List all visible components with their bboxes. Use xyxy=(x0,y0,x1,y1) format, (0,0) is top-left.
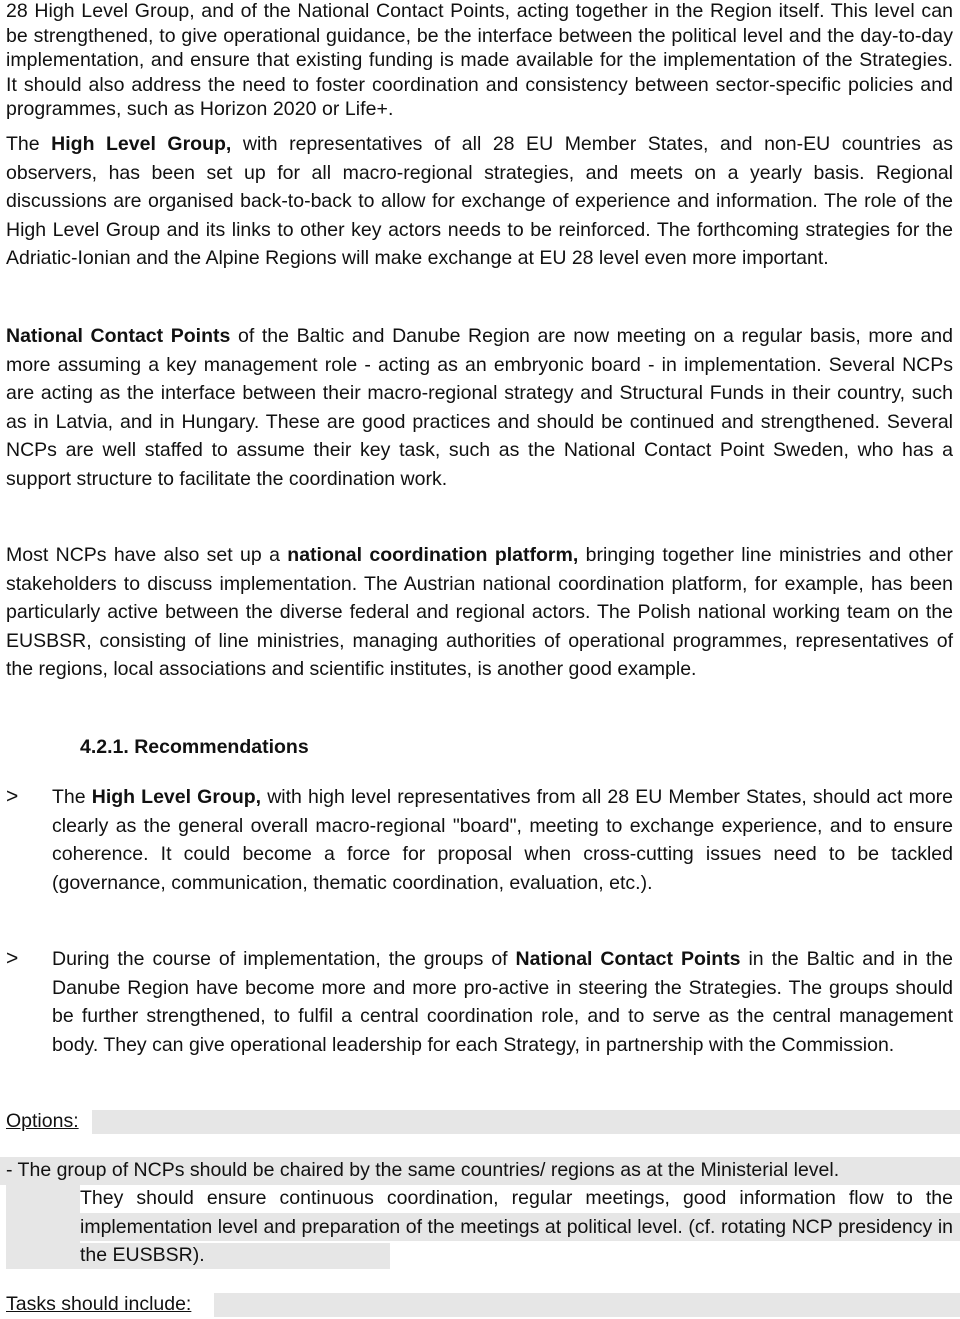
options-highlight-band xyxy=(92,1110,960,1134)
tasks-highlight-band xyxy=(214,1293,960,1317)
hlg-body: with representatives of all 28 EU Member States, and non-EU countries as observers, has been set up for all macro-regional strategies, and meets on a yearly basis. Regional discussions are organised back-to-back to allow for exchange of experience and information. The role of the High Level Group and its links to other key actors needs to be reinforced. The forthcoming strategies for the Adriatic-Ionian and the Alpine Regions will make exchange at EU 28 level even more important. xyxy=(6,133,953,270)
tasks-label: Tasks should include: xyxy=(6,1293,192,1315)
item2-bold-term: National Contact Points xyxy=(515,948,741,970)
item1-bold-term: High Level Group, xyxy=(91,786,262,808)
item1-prefix: The xyxy=(52,786,92,808)
recommendations-heading: 4.2.1. Recommendations xyxy=(80,736,309,758)
item1-body: with high level representatives from all 28 EU Member States, should act more clearly as the general overall macro-regional "board", meeting to exchange experience, and to ensure coherence. It could become a force for proposal when cross-cutting issues need to be tackled (governance, communication, thematic coordination, evaluation, etc.). xyxy=(52,786,953,894)
recommendation-item-2-text xyxy=(52,945,953,1059)
intro-paragraph xyxy=(6,0,953,122)
bullet-arrow-icon: > xyxy=(6,785,19,808)
platform-text xyxy=(6,541,953,684)
platform-body: bringing together line ministries and other stakeholders to discuss implementation. The Austrian national coordination platform, for example, has been particularly active between the diverse federal and regional actors. The Polish national working team on the EUSBSR, consisting of line ministries, managing authorities of operational programmes, representatives of the regions, local associations and scientific institutes, is another good example. xyxy=(6,544,953,681)
ncp-paragraph xyxy=(6,322,953,494)
hlg-prefix: The xyxy=(6,133,52,155)
item2-prefix: During the course of implementation, the groups of xyxy=(52,948,516,970)
bullet-arrow-icon: > xyxy=(6,947,19,970)
platform-paragraph xyxy=(6,541,953,684)
options-line2: They should ensure continuous coordination, regular meetings, good information flow to the implementation level and preparation of the meetings at political level. (cf. rotating NCP presidency in the EUSBSR). xyxy=(80,1187,953,1267)
recommendation-item-2 xyxy=(6,945,953,1059)
options-line1: - The group of NCPs should be chaired by the same countries/ regions as at the Ministerial level. xyxy=(6,1159,840,1181)
intro-text-main: 28 High Level Group, and of the National Contact Points, acting together in the Region itself. This level can be strengthened, to give operational guidance, be the interface between the political level and the day-to-day implementation, and ensure that existing funding is made available for the implementation of the Strategies. xyxy=(6,0,953,71)
hlg-paragraph xyxy=(6,130,953,273)
platform-prefix: Most NCPs have also set up a xyxy=(6,544,288,566)
ncp-body: of the Baltic and Danube Region are now meeting on a regular basis, more and more assuming a key management role - acting as an embryonic board - in implementation. Several NCPs are acting as the interface between their macro-regional strategy and Structural Funds in their country, such as in Latvia, and in Hungary. These are good practices and should be continued and strengthened. Several NCPs are well staffed to assume their key task, such as the National Contact Point Sweden, who has a support structure to facilitate the coordination work. xyxy=(6,325,953,490)
ncp-bold-term: National Contact Points xyxy=(6,325,231,347)
intro-text xyxy=(6,0,953,122)
options-indent-band xyxy=(6,1185,80,1269)
ncp-text xyxy=(6,322,953,494)
options-label: Options: xyxy=(6,1110,79,1132)
intro-text-tail: It should also address the need to foster coordination and consistency between sector-specific policies and programmes, such as Horizon 2020 or Life+. xyxy=(6,73,953,120)
hlg-text xyxy=(6,130,953,273)
hlg-bold-term: High Level Group, xyxy=(51,133,232,155)
item2-body: in the Baltic and in the Danube Region have become more and more pro-active in steering the Strategies. The groups should be further strengthened, to fulfil a central coordination role, and to serve as the central management body. They can give operational leadership for each Strategy, in partnership with the Commission. xyxy=(52,948,953,1056)
recommendation-item-1-text xyxy=(52,783,953,897)
platform-bold-term: national coordination platform, xyxy=(287,544,579,566)
recommendation-item-1 xyxy=(6,783,953,897)
